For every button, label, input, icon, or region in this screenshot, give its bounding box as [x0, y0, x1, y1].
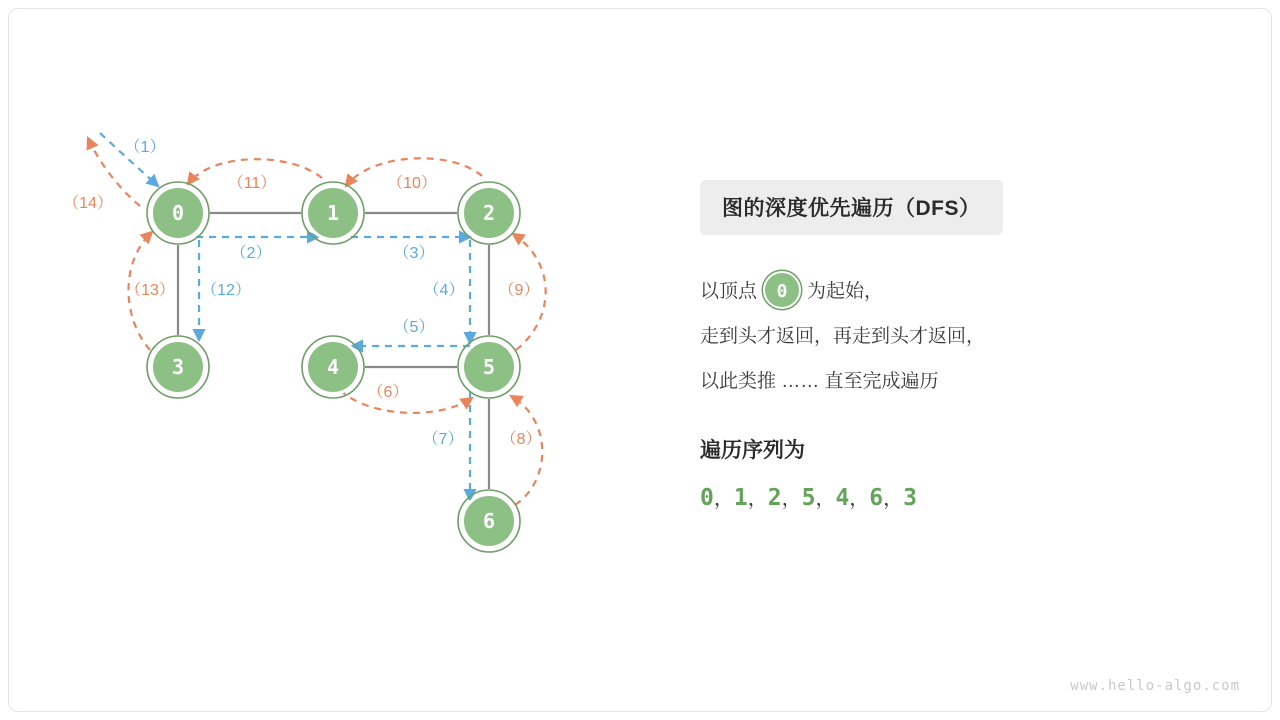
sequence-item: 1 [733, 485, 748, 511]
step-label: （5） [393, 319, 435, 336]
vertex-4 [302, 336, 364, 398]
step-label: （14） [63, 195, 113, 212]
sequence-separator: ， [815, 488, 836, 510]
desc-line-2: 走到头才返回，再走到头才返回， [700, 326, 986, 347]
sequence-title: 遍历序列为 [700, 439, 805, 462]
step-label: （9） [498, 282, 540, 299]
vertex-5 [458, 336, 520, 398]
step-label: （13） [125, 282, 175, 299]
watermark: www.hello-algo.com [1070, 678, 1240, 694]
step-label: （12） [201, 282, 251, 299]
step-label: （8） [500, 431, 542, 448]
vertex-1 [302, 182, 364, 244]
sequence-separator: ， [713, 488, 734, 510]
sequence-item: 2 [767, 485, 782, 511]
step-label: （4） [423, 282, 465, 299]
sequence-separator: ， [883, 488, 904, 510]
traversal-sequence [700, 482, 1220, 511]
sequence-item: 3 [903, 485, 918, 511]
sequence-item: 6 [869, 485, 884, 511]
sequence-separator: ， [781, 488, 802, 510]
desc-suffix: 为起始， [807, 281, 884, 302]
sequence-item: 4 [835, 485, 850, 511]
vertex-label: 5 [482, 355, 496, 379]
step-label: （11） [227, 175, 277, 192]
sequence-item: 5 [801, 485, 816, 511]
vertex-label: 1 [326, 201, 340, 225]
panel-title: 图的深度优先遍历（DFS） [700, 180, 1003, 235]
step-label: （3） [393, 245, 435, 262]
vertex-label: 6 [482, 509, 496, 533]
panel-description [700, 269, 1220, 404]
vertex-6 [458, 490, 520, 552]
step-label: （1） [124, 139, 166, 156]
vertex-label: 3 [171, 355, 185, 379]
vertex-2 [458, 182, 520, 244]
arrow-step-8 [511, 396, 542, 505]
desc-prefix: 以顶点 [700, 281, 758, 302]
vertex-3 [147, 336, 209, 398]
vertex-0 [147, 182, 209, 244]
vertex-label: 0 [171, 201, 185, 225]
vertex-label: 2 [482, 201, 496, 225]
step-label: （6） [367, 384, 409, 401]
sequence-separator: ， [747, 488, 768, 510]
info-panel [700, 180, 1220, 511]
desc-line-1 [700, 269, 1220, 314]
start-vertex-badge: 0 [763, 271, 801, 309]
sequence-item: 0 [700, 485, 714, 511]
step-label: （2） [230, 245, 272, 262]
sequence-separator: ， [849, 488, 870, 510]
vertex-label: 4 [326, 355, 340, 379]
step-label: （10） [387, 175, 437, 192]
desc-line-3: 以此类推 …… 直至完成遍历 [700, 371, 939, 392]
step-label: （7） [422, 431, 464, 448]
